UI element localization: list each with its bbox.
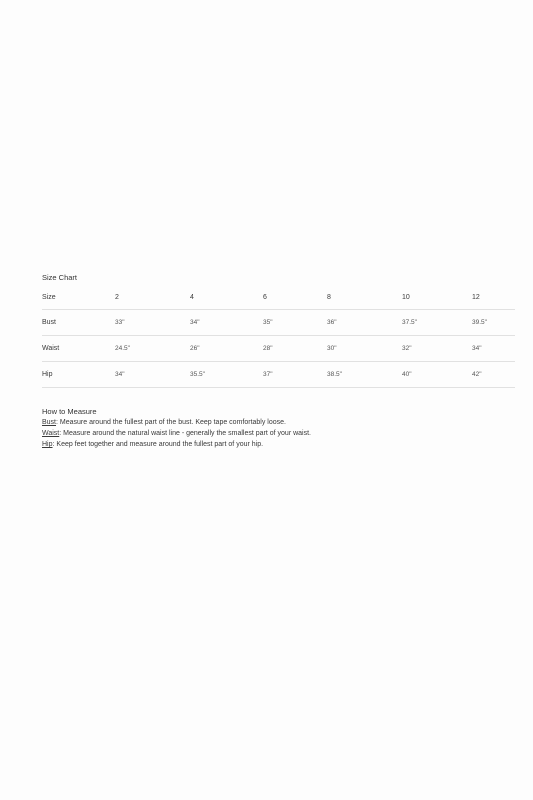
table-cell: 30"	[327, 336, 402, 362]
table-cell: 39.5"	[472, 310, 515, 336]
row-label-bust: Bust	[42, 310, 115, 336]
table-row-hip	[42, 362, 515, 388]
table-cell: 38.5"	[327, 362, 402, 388]
table-row-bust	[42, 310, 515, 336]
measure-term-bust: Bust	[42, 419, 57, 426]
table-cell: 36"	[327, 310, 402, 336]
measure-term-hip: Hip	[42, 441, 53, 448]
measure-instruction-bust	[42, 417, 311, 428]
row-label-hip: Hip	[42, 362, 115, 388]
row-label-waist: Waist	[42, 336, 115, 362]
measure-text-hip: : Keep feet together and measure around the fullest part of your hip.	[52, 441, 264, 448]
measure-instruction-hip	[42, 439, 311, 450]
size-header-cell: 4	[190, 286, 263, 310]
measure-instruction-waist	[42, 428, 311, 439]
table-cell: 35"	[263, 310, 327, 336]
measure-text-waist: : Measure around the natural waist line - generally the smallest part of your waist.	[59, 430, 311, 437]
size-header-cell: 6	[263, 286, 327, 310]
how-to-measure-section	[42, 406, 311, 450]
size-header-cell: 12	[472, 286, 515, 310]
how-to-measure-heading: How to Measure	[42, 407, 97, 416]
table-cell: 28"	[263, 336, 327, 362]
size-header-row	[42, 286, 515, 310]
table-cell: 24.5"	[115, 336, 190, 362]
table-cell: 34"	[472, 336, 515, 362]
size-chart-title: Size Chart	[42, 273, 78, 282]
table-cell: 42"	[472, 362, 515, 388]
size-chart-table	[42, 286, 515, 388]
size-header-label: Size	[42, 286, 115, 310]
size-header-cell: 8	[327, 286, 402, 310]
table-cell: 26"	[190, 336, 263, 362]
measure-term-waist: Waist	[42, 430, 60, 437]
size-header-cell: 2	[115, 286, 190, 310]
table-cell: 40"	[402, 362, 472, 388]
size-header-cell: 10	[402, 286, 472, 310]
table-cell: 34"	[190, 310, 263, 336]
table-cell: 33"	[115, 310, 190, 336]
table-cell: 37"	[263, 362, 327, 388]
table-cell: 34"	[115, 362, 190, 388]
table-row-waist	[42, 336, 515, 362]
table-cell: 32"	[402, 336, 472, 362]
table-cell: 37.5"	[402, 310, 472, 336]
table-cell: 35.5"	[190, 362, 263, 388]
measure-text-bust: : Measure around the fullest part of the bust. Keep tape comfortably loose.	[56, 419, 286, 426]
